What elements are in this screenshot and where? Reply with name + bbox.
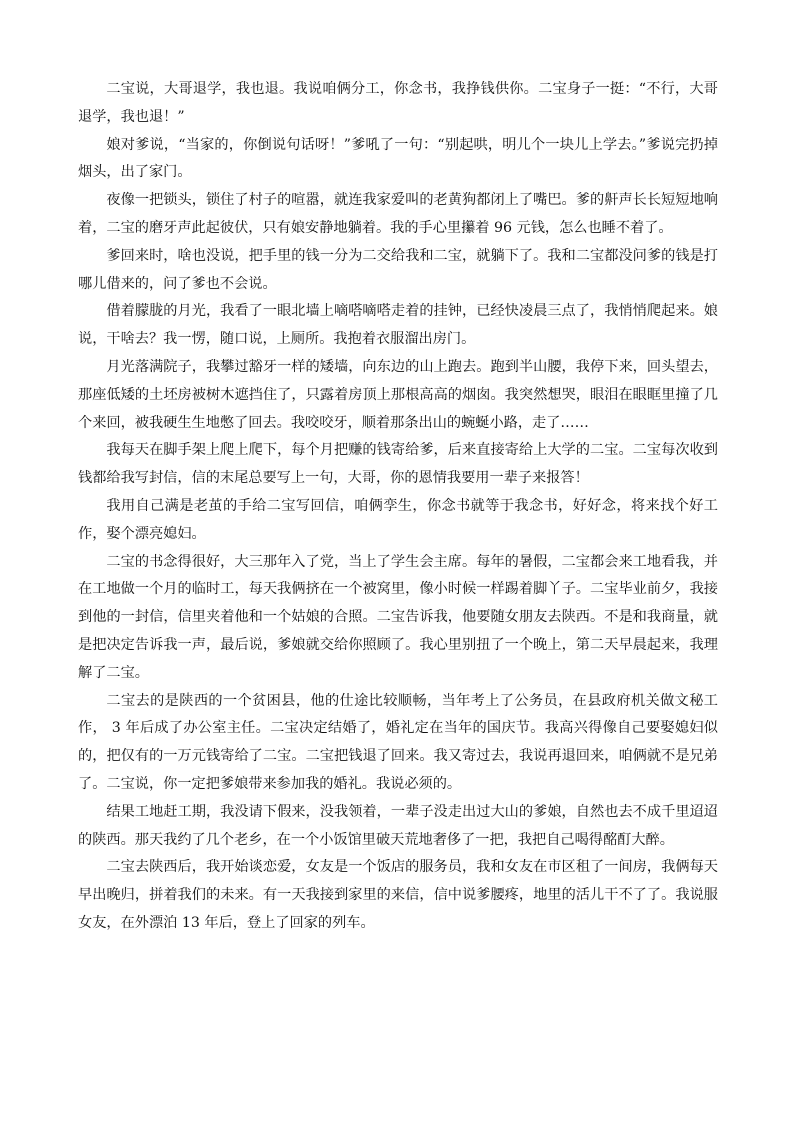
paragraph-6: 月光落满院子，我攀过豁牙一样的矮墙，向东边的山上跑去。跑到半山腰，我停下来，回头望去，那座低矮的土坯房被树木遮挡住了，只露着房顶上那根高高的烟囱。我突然想哭，眼泪在眼眶里撞了几个来回，被我硬生生地憋了回去。我咬咬牙，顺着那条出山的蜿蜒小路，走了…… [78, 358, 718, 431]
paragraph-11: 结果工地赶工期，我没请下假来，没我领着，一辈子没走出过大山的爹娘，自然也去不成千里迢迢的陕西。那天我约了几个老乡，在一个小饭馆里破天荒地奢侈了一把，我把自己喝得酩酊大醉。 [78, 803, 718, 848]
paragraph-4: 爹回来时，啥也没说，把手里的钱一分为二交给我和二宝，就躺下了。我和二宝都没问爹的钱是打哪儿借来的，问了爹也不会说。 [78, 247, 718, 292]
paragraph-9: 二宝的书念得很好，大三那年入了党，当上了学生会主席。每年的暑假，二宝都会来工地看我，并在工地做一个月的临时工，每天我俩挤在一个被窝里，像小时候一样踢着脚丫子。二宝毕业前夕，我接到他的一封信，信里夹着他和一个姑娘的合照。二宝告诉我，他要随女朋友去陕西。不是和我商量，就是把决定告诉我一声，最后说，爹娘就交给你照顾了。我心里别扭了一个晚上，第二天早晨起来，我理解了二宝。 [78, 553, 718, 681]
paragraph-8: 我用自己满是老茧的手给二宝写回信，咱俩孪生，你念书就等于我念书，好好念，将来找个好工作，娶个漂亮媳妇。 [78, 497, 718, 542]
paragraph-12: 二宝去陕西后，我开始谈恋爱，女友是一个饭店的服务员，我和女友在市区租了一间房，我俩每天早出晚归，拼着我们的未来。有一天我接到家里的来信，信中说爹腰疼，地里的活儿干不了了。我说服女友，在外漂泊 13 年后，登上了回家的列车。 [78, 859, 718, 931]
paragraph-2: 娘对爹说，“当家的，你倒说句话呀！”爹吼了一句：“别起哄，明儿个一块儿上学去。”爹说完扔掉烟头，出了家门。 [78, 136, 718, 181]
paragraph-5: 借着朦胧的月光，我看了一眼北墙上嘀嗒嘀嗒走着的挂钟，已经快凌晨三点了，我悄悄爬起来。娘说，干啥去？我一愣，随口说，上厕所。我抱着衣服溜出房门。 [78, 303, 718, 348]
paragraph-10: 二宝去的是陕西的一个贫困县，他的仕途比较顺畅，当年考上了公务员，在县政府机关做文秘工作， 3 年后成了办公室主任。二宝决定结婚了，婚礼定在当年的国庆节。我高兴得像自己要娶媳妇似的，把仅有的一万元钱寄给了二宝。二宝把钱退了回来。我又寄过去，我说再退回来，咱俩就不是兄弟了。二宝说，你一定把爹娘带来参加我的婚礼。我说必须的。 [78, 692, 718, 792]
story-body [78, 76, 718, 938]
paragraph-3: 夜像一把锁头，锁住了村子的喧嚣，就连我家爱叫的老黄狗都闭上了嘴巴。爹的鼾声长长短短地响着，二宝的磨牙声此起彼伏，只有娘安静地躺着。我的手心里攥着 96 元钱，怎么也睡不着了。 [78, 192, 718, 236]
paragraph-1: 二宝说，大哥退学，我也退。我说咱俩分工，你念书，我挣钱供你。二宝身子一挺：“不行，大哥退学，我也退！” [78, 81, 718, 125]
paragraph-7: 我每天在脚手架上爬上爬下，每个月把赚的钱寄给爹，后来直接寄给上大学的二宝。二宝每次收到钱都给我写封信，信的末尾总要写上一句，大哥，你的恩情我要用一辈子来报答！ [78, 442, 718, 487]
